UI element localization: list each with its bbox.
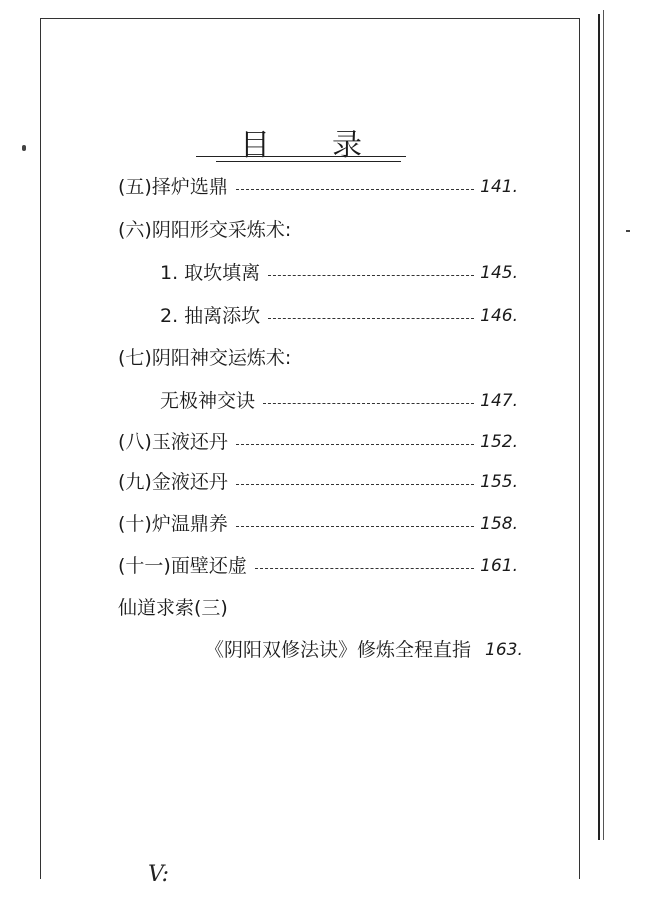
toc-entry-label: (十一)面壁还虚 <box>118 555 247 577</box>
toc-entry[interactable] <box>118 427 518 457</box>
toc-entry[interactable] <box>118 551 518 581</box>
toc-section-heading[interactable] <box>118 593 318 623</box>
binding-line-outer <box>603 10 604 840</box>
title-underline-second <box>216 161 401 162</box>
punch-mark <box>22 145 26 151</box>
toc-entry-label: 2. 抽离添坎 <box>160 305 261 327</box>
toc-entry-label: (五)择炉选鼎 <box>118 176 228 198</box>
page-title <box>196 118 406 163</box>
handwritten-mark: V: <box>148 862 170 887</box>
punch-mark-right <box>626 230 630 232</box>
toc-leader <box>236 484 474 485</box>
toc-entry-label: 1. 取坎填离 <box>160 262 261 284</box>
toc-entry-label: 无极神交诀 <box>160 390 256 412</box>
toc-entry-page: 161. <box>480 556 518 576</box>
title-char-2: 录 <box>332 128 362 163</box>
toc-leader <box>263 403 474 404</box>
toc-entry-page: 141. <box>480 177 518 197</box>
toc-entry[interactable] <box>205 635 523 665</box>
toc-entry-label: 仙道求索(三) <box>118 597 228 619</box>
toc-leader <box>268 318 474 319</box>
toc-entry-page: 152. <box>480 432 518 452</box>
toc-entry-page: 146. <box>480 306 518 326</box>
toc-entry-page: 155. <box>480 472 518 492</box>
toc-entry-label: (八)玉液还丹 <box>118 431 228 453</box>
toc-entry[interactable] <box>118 172 518 202</box>
toc-leader <box>236 444 474 445</box>
toc-entry[interactable] <box>160 301 518 331</box>
toc-leader <box>255 568 474 569</box>
binding-line <box>598 14 600 840</box>
title-char-1: 目 <box>240 128 270 163</box>
toc-leader <box>268 275 474 276</box>
toc-entry-label: (十)炉温鼎养 <box>118 513 228 535</box>
toc-entry-page: 145. <box>480 263 518 283</box>
toc-entry-page: 147. <box>480 391 518 411</box>
toc-entry[interactable] <box>160 386 518 416</box>
toc-entry-label: (九)金液还丹 <box>118 471 228 493</box>
toc-entry[interactable] <box>118 467 518 497</box>
toc-leader <box>236 526 474 527</box>
toc-entry-label: 《阴阳双修法诀》修炼全程直指 <box>205 639 472 661</box>
toc-section-heading[interactable] <box>118 215 318 245</box>
toc-entry[interactable] <box>118 509 518 539</box>
toc-entry-label: (七)阴阳神交运炼术: <box>118 347 292 369</box>
toc-entry-page: 158. <box>480 514 518 534</box>
toc-entry[interactable] <box>160 258 518 288</box>
toc-entry-label: (六)阴阳形交采炼术: <box>118 219 292 241</box>
toc-leader <box>236 189 474 190</box>
toc-entry-page: 163. <box>485 640 523 660</box>
title-underline <box>196 156 406 157</box>
toc-section-heading[interactable] <box>118 343 318 373</box>
